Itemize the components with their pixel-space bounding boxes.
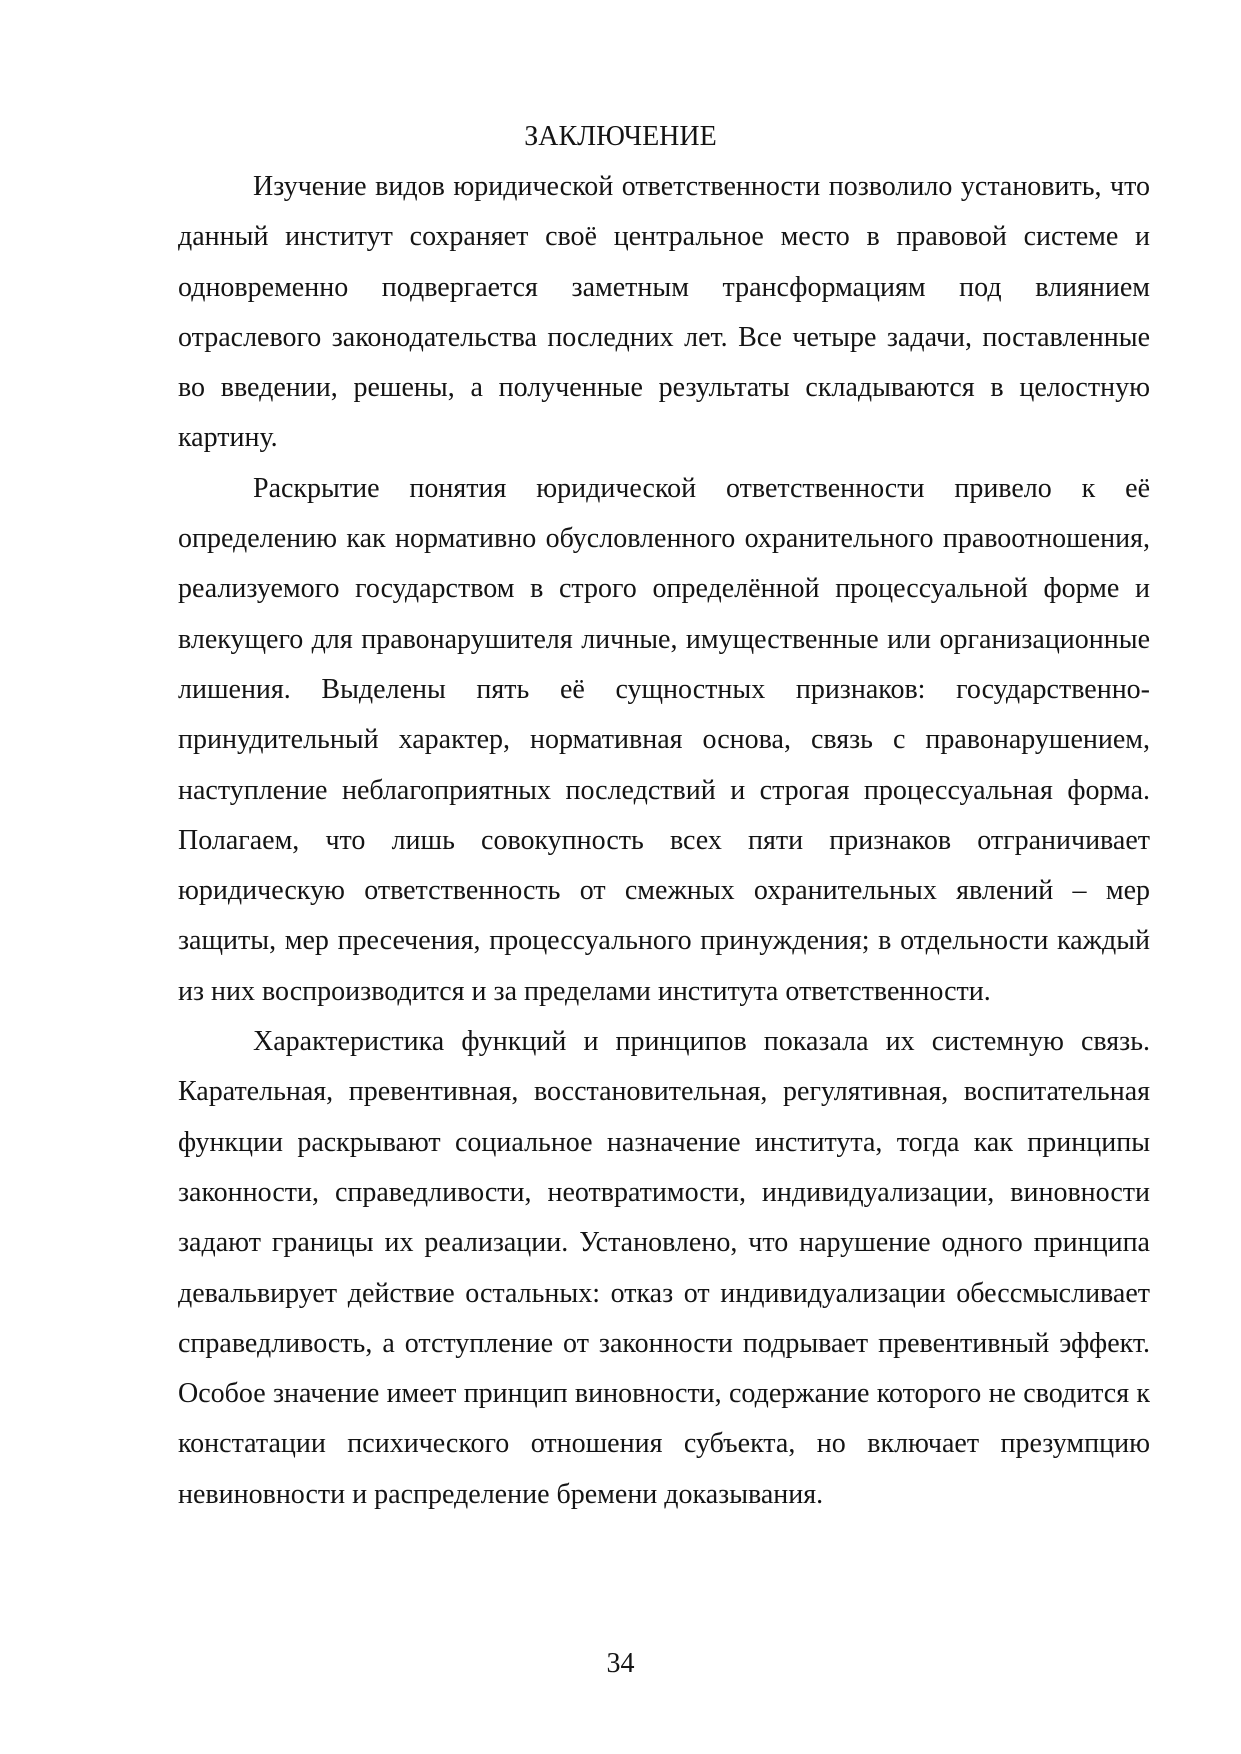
paragraph-2: Раскрытие понятия юридической ответственности привело к её определению как нормативно обусловленного охранительного правоотношения, реализуемого государством в строго определённой процессуальной форме и влекущего для правонарушителя личные, имущественные или организационные лишения. Выделены пять её сущностных признаков: государственно-принудительный характер, нормативная основа, связь с правонарушением, наступление неблагоприятных последствий и строгая процессуальная форма. Полагаем, что лишь совокупность всех пяти признаков отграничивает юридическую ответственность от смежных охранительных явлений – мер защиты, мер пресечения, процессуального принуждения; в отдельности каждый из них воспроизводится и за пределами института ответственности. — [178, 472, 1150, 1007]
page-number: 34 — [606, 1648, 635, 1679]
page-title: ЗАКЛЮЧЕНИЕ — [524, 121, 717, 152]
paragraph-3: Характеристика функций и принципов показала их системную связь. Карательная, превентивная, восстановительная, регулятивная, воспитательная функции раскрывают социальное назначение института, тогда как принципы законности, справедливости, неотвратимости, индивидуализации, виновности задают границы их реализации. Установлено, что нарушение одного принципа девальвирует действие остальных: отказ от индивидуализации обессмысливает справедливость, а отступление от законности подрывает превентивный эффект. Особое значение имеет принцип виновности, содержание которого не сводится к констатации психического отношения субъекта, но включает презумпцию невиновности и распределение бремени доказывания. — [178, 1026, 1150, 1510]
paragraph-1: Изучение видов юридической ответственности позволило установить, что данный институт сохраняет своё центральное место в правовой системе и одновременно подвергается заметным трансформациям под влиянием отраслевого законодательства последних лет. Все четыре задачи, поставленные во введении, решены, а полученные результаты складываются в целостную картину. — [178, 171, 1150, 454]
document-body — [178, 162, 1150, 1520]
